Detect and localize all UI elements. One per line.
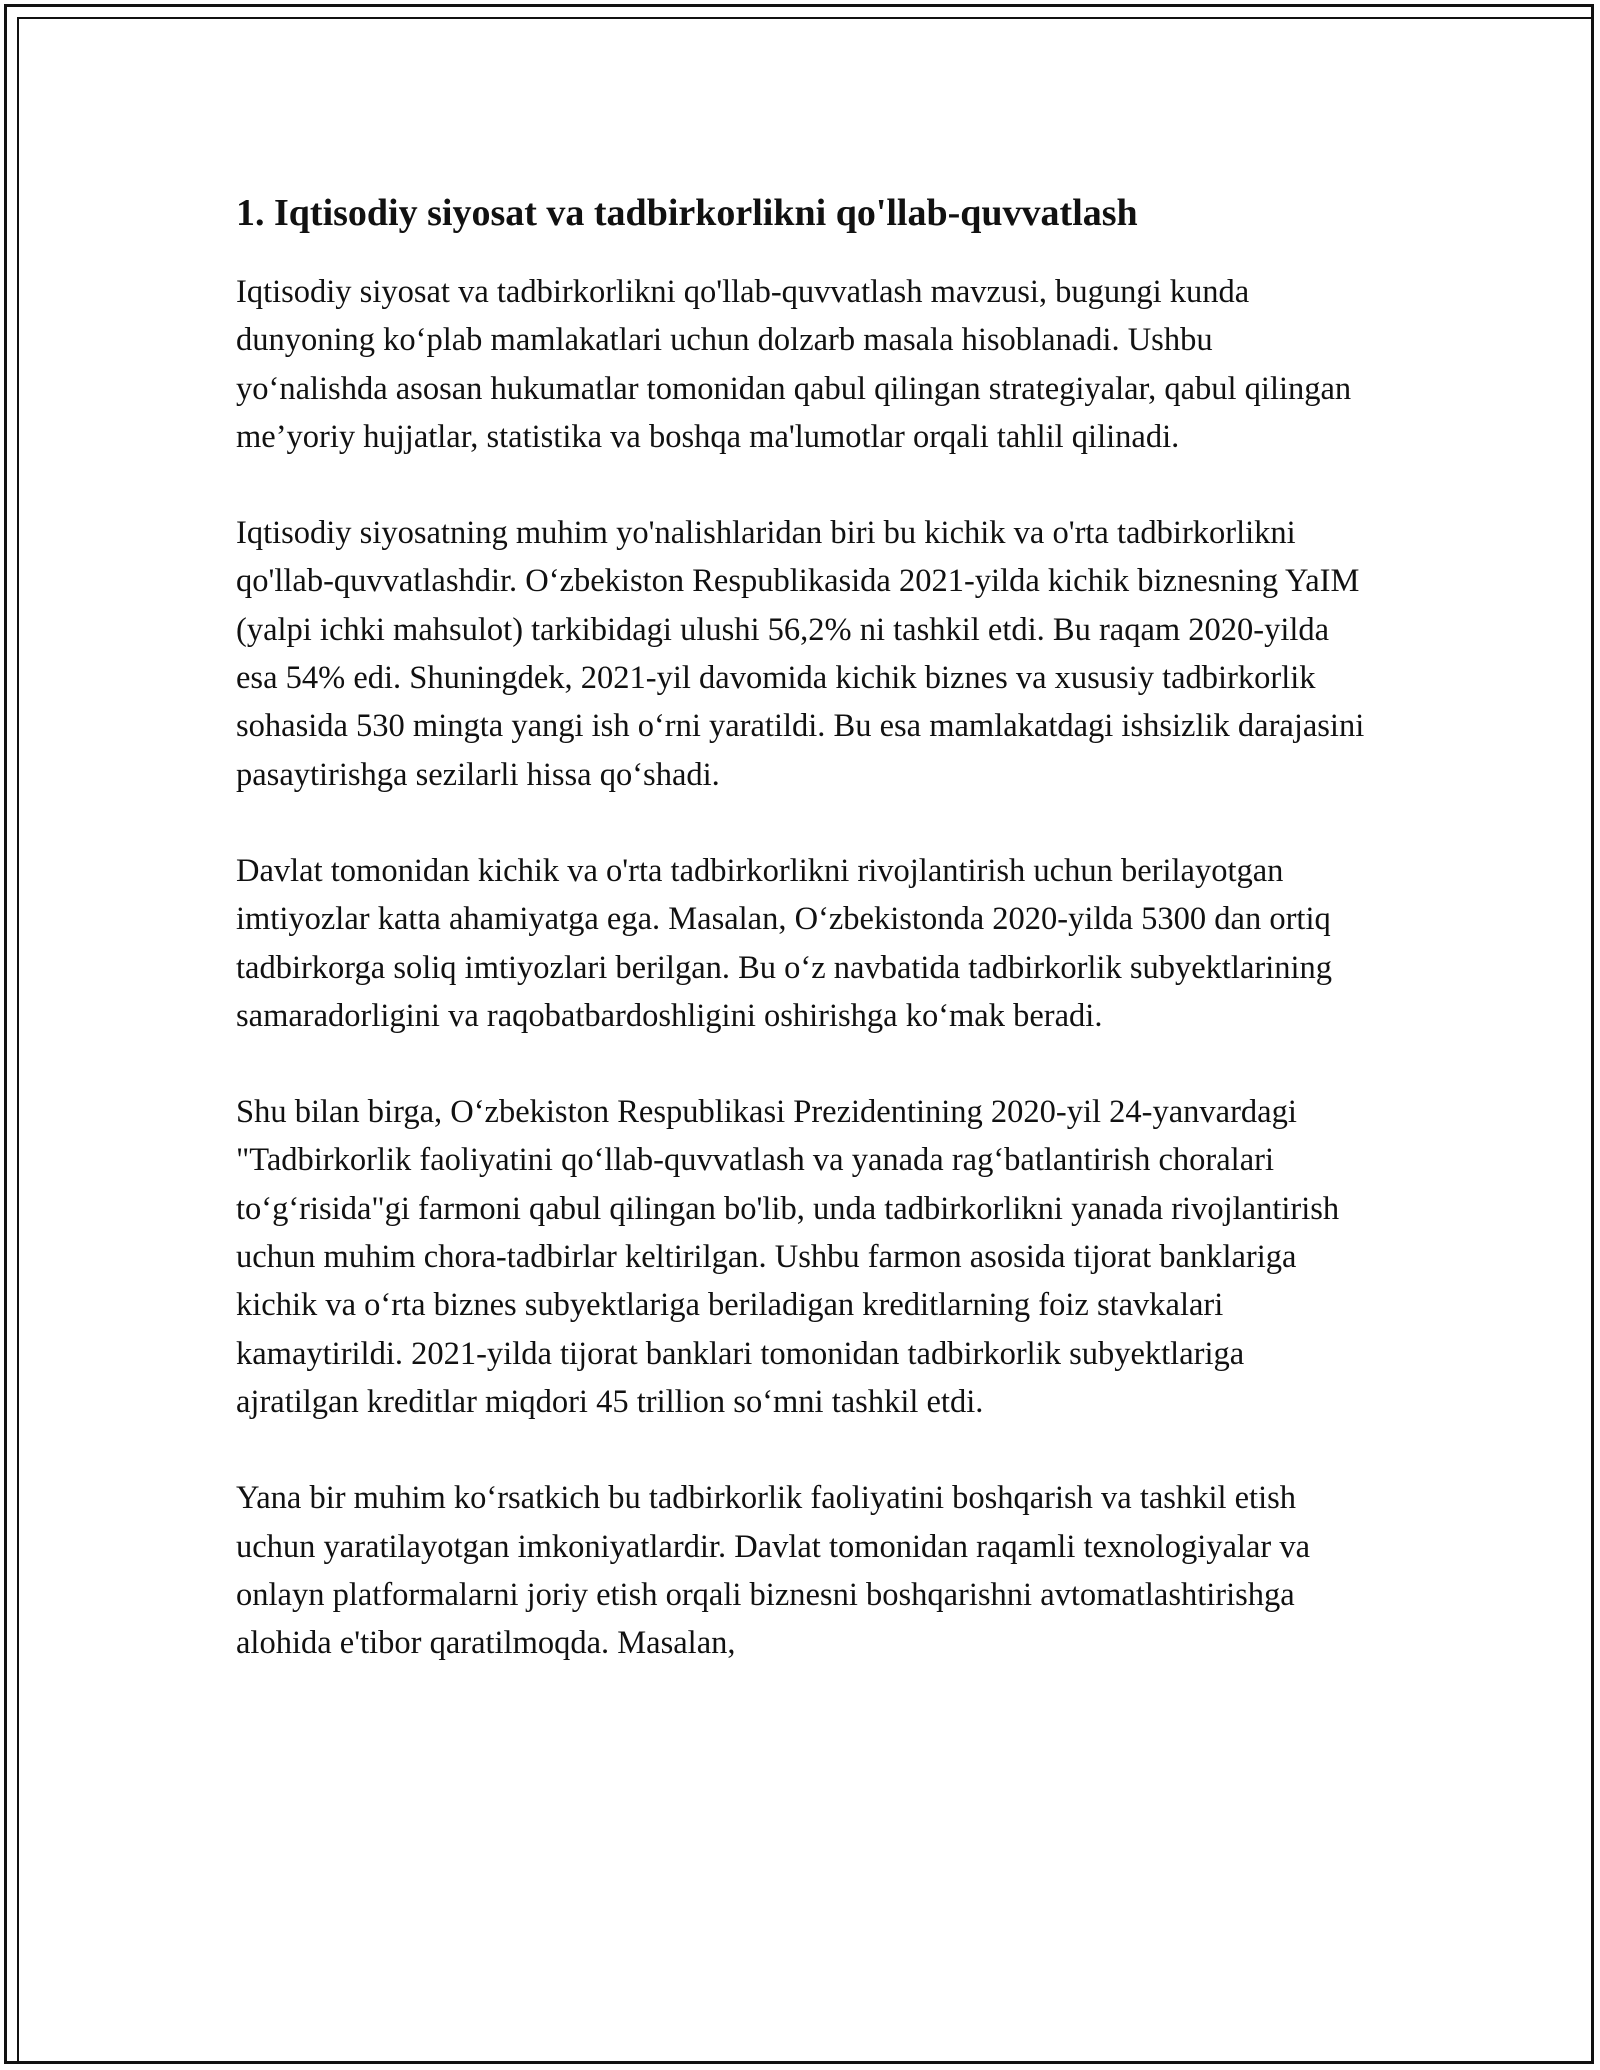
- paragraph-3: Davlat tomonidan kichik va o'rta tadbirkorlikni rivojlantirish uchun berilayotgan imtiyozlar katta ahamiyatga ega. Masalan, O‘zbekistonda 2020-yilda 5300 dan ortiq tadbirkorga soliq imtiyozlari berilgan. Bu o‘z navbatida tadbirkorlik subyektlarining samaradorligini va raqobatbardoshligini oshirishga ko‘mak beradi.: [236, 852, 1333, 1034]
- paragraph-2: Iqtisodiy siyosatning muhim yo'nalishlaridan biri bu kichik va o'rta tadbirkorlikni qo'llab-quvvatlashdir. O‘zbekiston Respublikasida 2021-yilda kichik biznesning YaIM (yalpi ichki mahsulot) tarkibidagi ulushi 56,2% ni tashkil etdi. Bu raqam 2020-yilda esa 54% edi. Shuningdek, 2021-yil davomida kichik biznes va xususiy tadbirkorlik sohasida 530 mingta yangi ish o‘rni yaratildi. Bu esa mamlakatdagi ishsizlik darajasini pasaytirishga sezilarli hissa qo‘shadi.: [236, 515, 1365, 793]
- paragraph-1: Iqtisodiy siyosat va tadbirkorlikni qo'llab-quvvatlash mavzusi, bugungi kunda dunyoning ko‘plab mamlakatlari uchun dolzarb masala hisoblanadi. Ushbu yo‘nalishda asosan hukumatlar tomonidan qabul qilingan strategiyalar, qabul qilingan me’yoriy hujjatlar, statistika va boshqa ma'lumotlar orqali tahlil qilinadi.: [236, 274, 1352, 455]
- document-body: [236, 188, 1366, 1715]
- paragraph-5: Yana bir muhim ko‘rsatkich bu tadbirkorlik faoliyatini boshqarish va tashkil etish uchun yaratilayotgan imkoniyatlardir. Davlat tomonidan raqamli texnologiyalar va onlayn platformalarni joriy etish orqali biznesni boshqarishni avtomatlashtirishga alohida e'tibor qaratilmoqda. Masalan,: [236, 1480, 1310, 1662]
- paragraph-4: Shu bilan birga, O‘zbekiston Respublikasi Prezidentining 2020-yil 24-yanvardagi "Tadbirkorlik faoliyatini qo‘llab-quvvatlash va yanada rag‘batlantirish choralari to‘g‘risida"gi farmoni qabul qilingan bo'lib, unda tadbirkorlikni yanada rivojlantirish uchun muhim chora-tadbirlar keltirilgan. Ushbu farmon asosida tijorat banklariga kichik va o‘rta biznes subyektlariga beriladigan kreditlarning foiz stavkalari kamaytirildi. 2021-yilda tijorat banklari tomonidan tadbirkorlik subyektlariga ajratilgan kreditlar miqdori 45 trillion so‘mni tashkil etdi.: [236, 1094, 1340, 1420]
- section-heading: 1. Iqtisodiy siyosat va tadbirkorlikni qo'llab-quvvatlash: [236, 192, 1138, 234]
